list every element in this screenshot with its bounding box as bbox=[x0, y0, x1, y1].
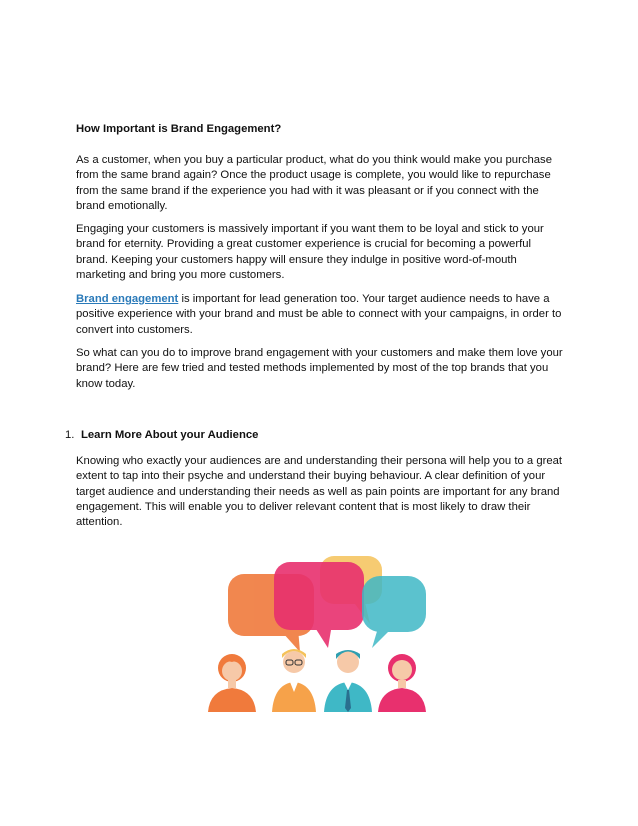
list-heading-title: Learn More About your Audience bbox=[81, 429, 259, 441]
section-heading: How Important is Brand Engagement? bbox=[76, 123, 282, 135]
paragraph-lead-generation-text: is important for lead generation too. Your target audience needs to have a positive experience with your brand and must be able to connect with your campaigns, in order to convert into customers. bbox=[76, 293, 562, 336]
brand-engagement-link[interactable]: Brand engagement bbox=[76, 293, 179, 305]
paragraph-intro: As a customer, when you buy a particular product, what do you think would make you purchase from the same brand again? Once the product usage is complete, you would like to repurchase from the same brand if the experience you had with it was pleasant or if you connect with the brand emotionally. bbox=[76, 154, 552, 212]
list-heading-audience bbox=[65, 428, 258, 443]
paragraph-engaging: Engaging your customers is massively important if you want them to be loyal and stick to your brand for eternity. Providing a great customer experience is crucial for becoming a powerful brand. Keeping your customers happy will ensure they indulge in positive word-of-mouth marketing and bring you more customers. bbox=[76, 223, 544, 281]
audience-speech-bubbles-illustration bbox=[202, 540, 436, 712]
paragraph-methods: So what can you do to improve brand engagement with your customers and make them love your brand? Here are few tried and tested methods implemented by most of the top brands that you know today. bbox=[76, 347, 563, 390]
paragraph-audience: Knowing who exactly your audiences are and understanding their persona will help you to a great extent to tap into their psyche and understand their buying behaviour. A clear definition of your target audience and understanding their needs as well as pain points are important for any brand engagement. This will enable you to deliver relevant content that is most likely to draw their attention. bbox=[76, 455, 563, 529]
paragraph-lead-generation bbox=[76, 292, 566, 338]
list-number: 1. bbox=[65, 429, 75, 441]
